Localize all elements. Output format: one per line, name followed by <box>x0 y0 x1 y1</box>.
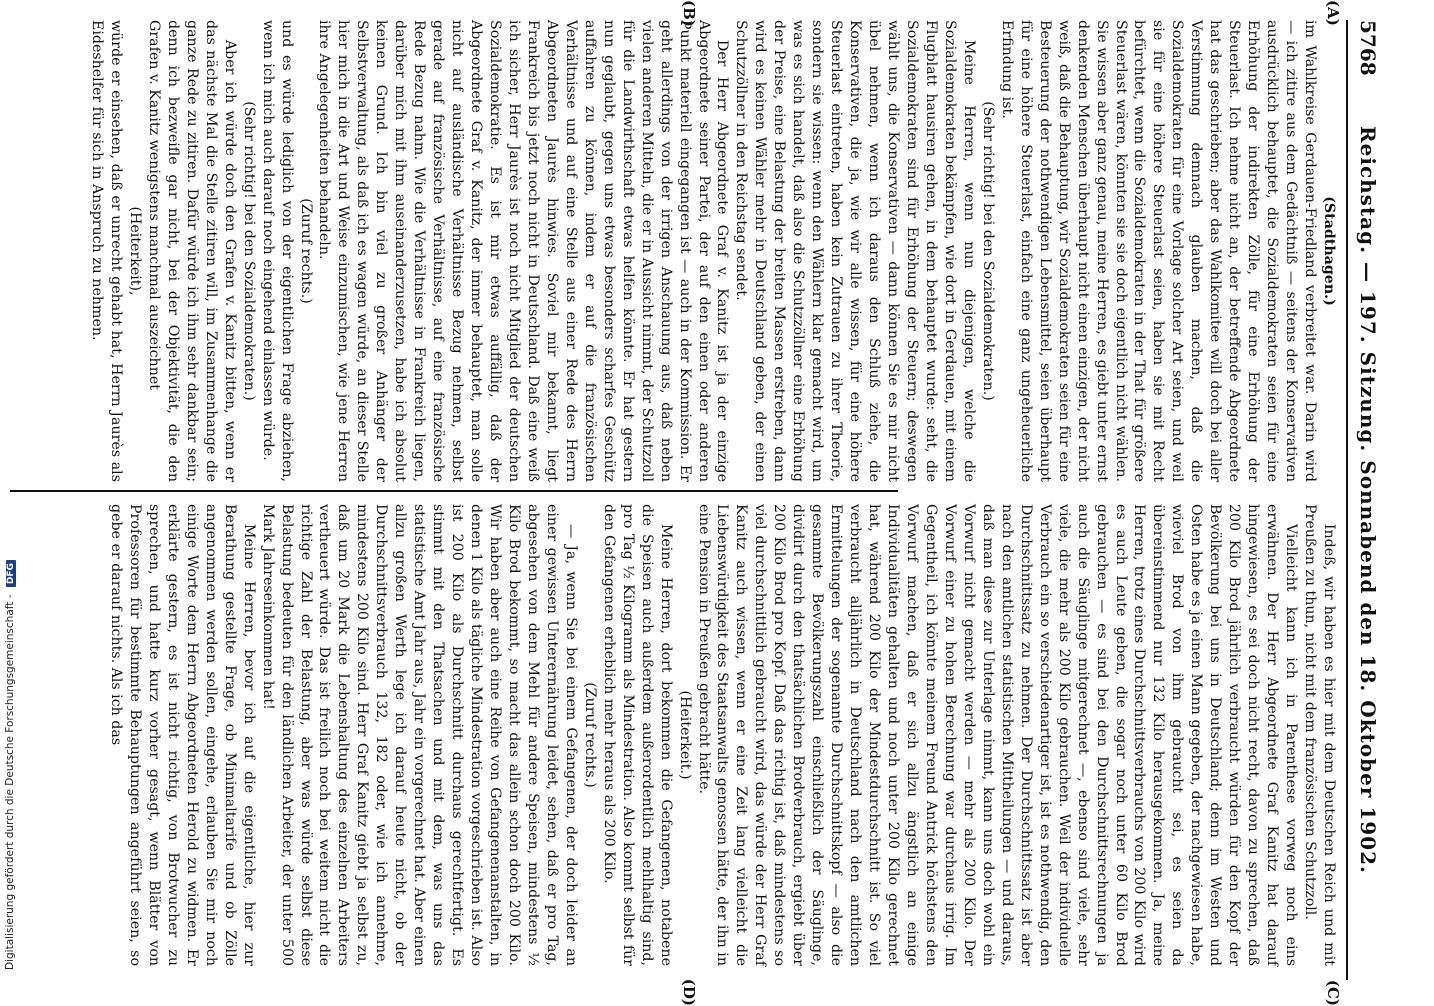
interjection: (Sehr richtig! bei den Sozialdemokraten.) <box>240 101 257 401</box>
dfg-logo: DFG <box>6 560 16 587</box>
right-column <box>10 504 1338 966</box>
column-divider <box>10 490 898 492</box>
header-rule <box>1346 20 1348 980</box>
page-title: Reichstag. — 197. Sitzung. Sonnabend den 18. Oktober 1902. <box>1356 126 1380 874</box>
left-column <box>10 20 1338 482</box>
paragraph: Meine Herren, bevor ich auf die eigentliche, hier zur Berathung gestellte Frage, ob Minimaltarife und ob Zölle angenommen werden sollen, eingehe, erlauben Sie mir noch einige Worte dem Herrn Abgeordneten Herold zu widmen. Er erklärte gestern, es ist nicht richtig, von Brotwucher zu sprechen, und hatte kurz vorher gesagt, wenn Blätter von Professoren für bestimmte Behauptungen angeführt seien, so gebe er darauf nichts. Als ich das <box>108 504 257 966</box>
speaker-tag: (Stadthagen.) <box>1321 196 1337 306</box>
paragraph: Meine Herren, dort bekommen die Gefangenen, notabene die Speisen auch außerdem außerordentlich mehlhaltig sind, pro Tag ½ Kilogramm als Mindestration. Also kommt selbst für den Gefangenen erheblich mehr heraus als 200 Kilo. <box>600 504 674 966</box>
interjection: (Heiterkeit.) <box>676 690 693 780</box>
paragraph: im Wahlkreise Gerdauen-Friedland verbreitet war. Darin wird — ich zitire aus dem Gedächtniß — seitens der Konservativen ausdrücklich behauptet, die Sozialdemokraten seien für eine Erhöhung der indirekten Zölle, für eine Erhöhung der Steuerlast. Ich nehme nicht an, der betreffende Abgeordnete hat das geschrieben; aber das Wahlkomitee will doch bei aller Verstimmung demnach glauben machen, daß die Sozialdemokraten für eine Vorlage solcher Art seien, und weil sie für eine höhere Steuerlast seien, haben sie mit Recht befürchtet, wenn die Sozialdemokraten in der That für größere Steuerlast wären, könnten sie sie doch eigentlich nicht wählen. Sie wissen aber ganz genau, meine Herren, es giebt unter ernst denkenden Menschen überhaupt nicht einen einzigen, der nicht weiß, daß die Behauptung, wir Sozialdemokraten seien für eine Besteuerung der nothwendigen Lebensmittel, seien überhaupt für eine höhere Steuerlast, einfach eine ganz ungeheuerliche Erfindung ist. <box>998 20 1319 482</box>
interjection: (Sehr richtig! bei den Sozialdemokraten.) <box>979 101 996 401</box>
page-header <box>1352 20 1380 980</box>
paragraph: Indeß, wir haben es hier mit dem Deutschen Reich und mit Preußen zu thun, nicht mit dem französischen Schutzzoll. <box>1302 504 1337 966</box>
credit-text: Digitalisierung gefördert durch die Deutsche Forschungsgemeinschaft - <box>4 594 16 970</box>
paragraph: — Ja, wenn Sie bei einem Gefangenen, der doch leider an einer gewissen Unterernährung leidet, sehen, daß er pro Tag, abgesehen von dem Mehl für andere Speisen, mindestens ½ Kilo Brod bekommt, so macht das allein schon doch 200 Kilo. Wir haben aber auch eine Reihe von Gefangenenanstalten, in denen 1 Kilo als tägliche Mindestration vorgeschrieben ist. Also ist 200 Kilo als Durchschnitt durchaus gerechtfertigt. Es stimmt mit den Thatsachen und mit dem, was uns das statistische Amt Jahr aus, Jahr ein vorgerechnet hat. Aber einen allzu großen Werth lege ich darauf heute nicht, ob der Durchschnittsverbrauch 132, 182 oder, wie ich annehme, mindestens 200 Kilo sind. Herr Graf Kanitz giebt ja selbst zu, daß um 20 Mark die Lebenshaltung des einzelnen Arbeiters vertheuert würde. Das ist freilich noch bei weitem nicht die richtige Zahl der Belastung, aber was würde selbst diese Belastung bedeuten für den ländlichen Arbeiter, der unter 500 Mark Jahreseinkommen hat! <box>259 504 579 966</box>
margin-mark-b: (B) <box>680 0 698 27</box>
paragraph: Vielleicht kann ich in Parenthese vorweg noch eins erwähnen. Der Herr Abgeordnete Graf Kanitz hat darauf hingewiesen, es sei doch nicht recht, davon zu sprechen, daß 200 Kilo Brod jährlich verbraucht würden für den Kopf der Bevölkerung bei uns in Deutschland; denn im Westen und Osten habe es ja einen Mann gegeben, der nachgewiesen habe, wieviel Brod von ihm gebraucht sei, es seien da übereinstimmend nur 132 Kilo herausgekommen. Ja, meine Herren, trotz eines Durchschnittsverbrauchs von 200 Kilo wird es auch Leute geben, die sogar noch unter 60 Kilo Brod gebrauchen — es sind bei den Durchschnittsrechnungen ja auch die Säuglinge mitgerechnet —, ebenso sind viele, sehr viele, die mehr als 200 Kilo gebrauchen. Weil der individuelle Verbrauch ein so verschiedenartiger ist, ist es nothwendig, den Durchschnittssatz zu nehmen. Der Durchschnittssatz ist aber nach den amtlichen statistischen Mittheilungen — und daraus, daß man diese zur Unterlage nimmt, kann uns doch wohl ein Vorwurf nicht gemacht werden — mehr als 200 Kilo. Der Vorwurf einer zu hohen Berechnung war durchaus irrig. Im Gegentheil, ich könnte meinem Freund Antrick höchstens den Vorwurf machen, daß er sich allzu ängstlich an einige Individualitäten gehalten und noch unter 200 Kilo gerechnet hat, während 200 Kilo der Mindestdurchschnitt ist. So viel verbraucht alljährlich in Deutschland nach den amtlichen Ermittelungen der sogenannte Durchschnittskopf — also die gesammte Bevölkerungszahl einschließlich der Säuglinge, dividirt durch den thatsächlichen Brodverbrauch, ergiebt über 200 Kilo Brod pro Kopf. Daß das richtig ist, daß mindestens so viel durchschnittlich gebraucht wird, das würde der Herr Graf Kanitz auch wissen, wenn er eine Zeit lang vielleicht die Liebenswürdigkeit des Staatsanwalts genossen hätte, der ihn in eine Pension in Preußen gebracht hätte. <box>695 504 1300 966</box>
interjection: (Zuruf rechts.) <box>297 198 314 304</box>
margin-mark-a: (A) <box>1324 0 1342 26</box>
paragraph: Aber ich würde doch den Grafen v. Kanitz bitten, wenn er das nächste Mal die Stelle zitiren will, im Zusammenhange die ganze Rede zu zitiren. Dafür würde ich ihm sehr dankbar sein; denn ich bezweifle gar nicht, bei der Objektivität, die den Grafen v. Kanitz wenigstens manchmal auszeichnet <box>145 20 238 482</box>
interjection: (Zuruf rechts.) <box>581 682 598 788</box>
paragraph: Der Herr Abgeordnete Graf v. Kanitz ist ja der einzige Abgeordnete seiner Partei, der auf den einen oder anderen Punkt materiell eingegangen ist — auch in der Kommission. Er geht allerdings von der irrigen Anschauung aus, daß neben vielen anderen Mitteln, die er in Aussicht nimmt, der Schutzzoll für die Landwirthschaft etwas helfen könnte. Er hat gestern nun geglaubt, gegen uns etwas besonders scharfes Geschütz auffahren zu können, indem er auf die französischen Verhältnisse und auf eine Stelle aus einer Rede des Herrn Abgeordneten Jaurès hinwies. Soviel mir bekannt, liegt Frankreich bis jetzt noch nicht in Deutschland. Daß eine weiß ich sicher, Herr Jaurès ist noch nicht Mitglied der deutschen Sozialdemokratie. Es ist mir etwas auffällig, daß der Abgeordnete Graf v. Kanitz, der immer behauptet, man solle nicht auf ausländische Verhältnisse Bezug nehmen, selbst gerade auf französische Verhältnisse, auf eine französische Rede Bezug nahm. Wie die Verhältnisse in Frankreich liegen, darüber mich mit ihm auseinanderzusetzen, habe ich absolut keinen Grund. Ich bin viel zu großer Anhänger der Selbstverwaltung, als daß ich es wagen würde, an dieser Stelle hier mich in die Art und Weise einzumischen, wie jene Herren ihre Angelegenheiten behandeln. <box>316 20 731 482</box>
paragraph: und es würde lediglich von der eigentlichen Frage abziehen, wenn ich mich auch darauf noch eingehend einlassen würde. <box>259 20 295 482</box>
interjection: (Heiterkeit), <box>126 206 143 296</box>
margin-mark-d: (D) <box>680 978 698 1006</box>
digitization-credit <box>4 410 24 970</box>
page-number: 5768 <box>1356 20 1380 76</box>
paragraph: würde er einsehen, daß er unrecht gehabt hat, Herrn Jaurès als Eideshelfer für sich in Anspruch zu nehmen. <box>89 20 124 482</box>
paragraph: Meine Herren, wenn nun diejenigen, welche die Sozialdemokraten bekämpfen, wie dort in Gerdauen, mit einem Flugblatt hausiren gehen, in dem behauptet wurde: seht, die Sozialdemokraten sind für Erhöhung der Steuern; deswegen wählt uns, die Konservativen — dann können Sie es mir nicht übel nehmen, wenn ich daraus den Schluß ziehe, die Konservativen, die ja, wie wir alle wissen, für eine höhere Steuerlast eintreten, haben kein Zutrauen zu ihrer Theorie, sondern sie wissen: wenn den Wählern klar gemacht wird, um was es sich handelt, daß also die Schutzzöllner eine Erhöhung der Preise, eine Belastung der breiten Massen erstreben, dann wird es keinen Wähler mehr in Deutschland geben, der einen Schutzzöllner in den Reichstag sendet. <box>733 20 977 482</box>
margin-mark-c: (C) <box>1324 979 1342 1006</box>
